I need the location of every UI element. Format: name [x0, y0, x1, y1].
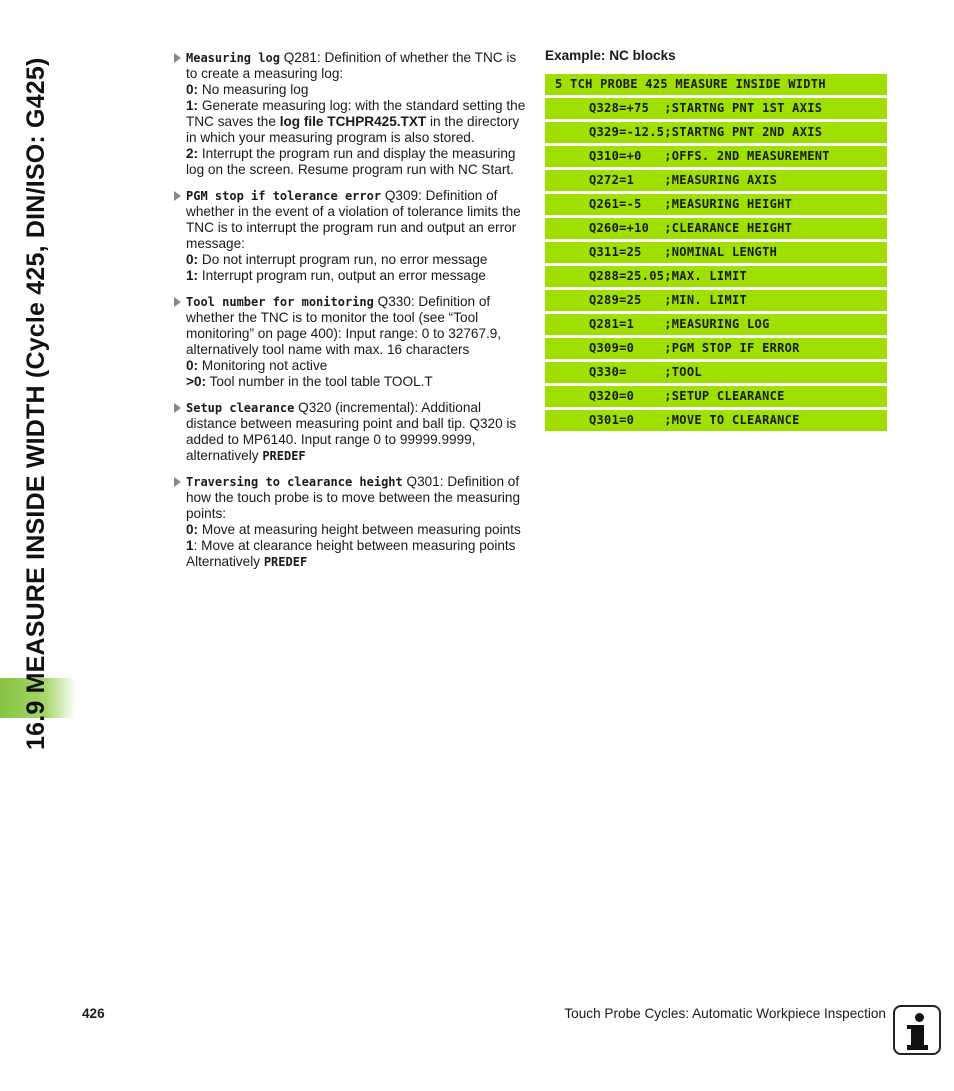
- trailing-text: Alternatively: [186, 554, 264, 569]
- param-description: Q330: Definition of whether the TNC is to monitor the tool (see “Tool monitoring” on page 400): Input range: 0 to 32767.9, alternatively tool name with max. 16 characters: [186, 294, 502, 357]
- option-text: Interrupt program run, output an error message: [198, 268, 486, 283]
- predef-keyword: PREDEF: [262, 449, 306, 463]
- page-number: 426: [82, 1006, 105, 1021]
- option-text: Do not interrupt program run, no error message: [198, 252, 488, 267]
- option-key: 1:: [186, 268, 199, 283]
- info-icon: [893, 1005, 941, 1055]
- option-key: 2:: [186, 146, 199, 161]
- param-keyword[interactable]: Tool number for monitoring: [186, 295, 374, 309]
- nc-block-row: Q289=25 ;MIN. LIMIT: [545, 290, 887, 311]
- option-key: 0:: [186, 358, 199, 373]
- chapter-title: 16.9 MEASURE INSIDE WIDTH (Cycle 425, DIN/ISO: G425): [22, 57, 50, 750]
- param-keyword[interactable]: Setup clearance: [186, 401, 295, 415]
- param-measuring-log: [172, 50, 528, 178]
- nc-block-row: Q281=1 ;MEASURING LOG: [545, 314, 887, 335]
- option-text: No measuring log: [198, 82, 309, 97]
- param-keyword[interactable]: Measuring log: [186, 51, 280, 65]
- option-key: 0:: [186, 252, 199, 267]
- param-description: Q301: Definition of how the touch probe is to move between the measuring points:: [186, 474, 521, 521]
- bullet-arrow-icon: [174, 403, 181, 413]
- bullet-arrow-icon: [174, 53, 181, 63]
- nc-block-row: Q260=+10 ;CLEARANCE HEIGHT: [545, 218, 887, 239]
- param-description: Q320 (incremental): Additional distance between measuring point and ball tip. Q320 is added to MP6140. Input range 0 to 99999.9999, alternatively: [186, 400, 517, 463]
- footer-book-title: Touch Probe Cycles: Automatic Workpiece Inspection: [564, 1006, 886, 1021]
- param-description: Q309: Definition of whether in the event of a violation of tolerance limits the TNC is to interrupt the program run and output an error message:: [186, 188, 521, 251]
- nc-block-row: Q329=-12.5;STARTNG PNT 2ND AXIS: [545, 122, 887, 143]
- option-text: : Move at clearance height between measuring points: [193, 538, 516, 553]
- nc-block-row: Q311=25 ;NOMINAL LENGTH: [545, 242, 887, 263]
- nc-block-row: Q328=+75 ;STARTNG PNT 1ST AXIS: [545, 98, 887, 119]
- option-text: Generate measuring log: with the standard setting the TNC saves the: [186, 98, 526, 129]
- nc-block-row: Q309=0 ;PGM STOP IF ERROR: [545, 338, 887, 359]
- nc-block-row: Q272=1 ;MEASURING AXIS: [545, 170, 887, 191]
- option-text: Monitoring not active: [198, 358, 328, 373]
- option-key: 1:: [186, 98, 199, 113]
- option-key: >0:: [186, 374, 207, 389]
- option-bold-text: log file TCHPR425.TXT: [279, 114, 427, 129]
- option-key: 0:: [186, 82, 199, 97]
- example-title: Example: NC blocks: [545, 48, 676, 63]
- predef-keyword: PREDEF: [263, 555, 308, 569]
- bullet-arrow-icon: [174, 191, 181, 201]
- example-section: [545, 48, 887, 434]
- nc-block-row: Q288=25.05;MAX. LIMIT: [545, 266, 887, 287]
- param-tool-number: [172, 294, 528, 390]
- option-key: 1: [186, 538, 194, 553]
- option-key: 0:: [186, 522, 199, 537]
- option-text-after: in the directory in which your measuring program is also stored.: [186, 114, 520, 145]
- option-text: Move at measuring height between measuring points: [198, 522, 521, 537]
- nc-block-row: Q320=0 ;SETUP CLEARANCE: [545, 386, 887, 407]
- parameter-list: [172, 50, 528, 580]
- bullet-arrow-icon: [174, 297, 181, 307]
- bullet-arrow-icon: [174, 477, 181, 487]
- option-text: Tool number in the tool table TOOL.T: [206, 374, 433, 389]
- param-traversing: [172, 474, 528, 570]
- param-keyword[interactable]: PGM stop if tolerance error: [186, 189, 382, 203]
- nc-block-row: 5 TCH PROBE 425 MEASURE INSIDE WIDTH: [545, 74, 887, 95]
- option-text: Interrupt the program run and display the measuring log on the screen. Resume program run with NC Start.: [186, 146, 516, 177]
- param-description: Q281: Definition of whether the TNC is to create a measuring log:: [186, 50, 517, 81]
- param-keyword[interactable]: Traversing to clearance height: [186, 475, 403, 489]
- nc-block-row: Q301=0 ;MOVE TO CLEARANCE: [545, 410, 887, 431]
- param-pgm-stop: [172, 188, 528, 284]
- nc-block-row: Q330= ;TOOL: [545, 362, 887, 383]
- nc-block-row: Q310=+0 ;OFFS. 2ND MEASUREMENT: [545, 146, 887, 167]
- nc-block-row: Q261=-5 ;MEASURING HEIGHT: [545, 194, 887, 215]
- param-setup-clearance: [172, 400, 528, 464]
